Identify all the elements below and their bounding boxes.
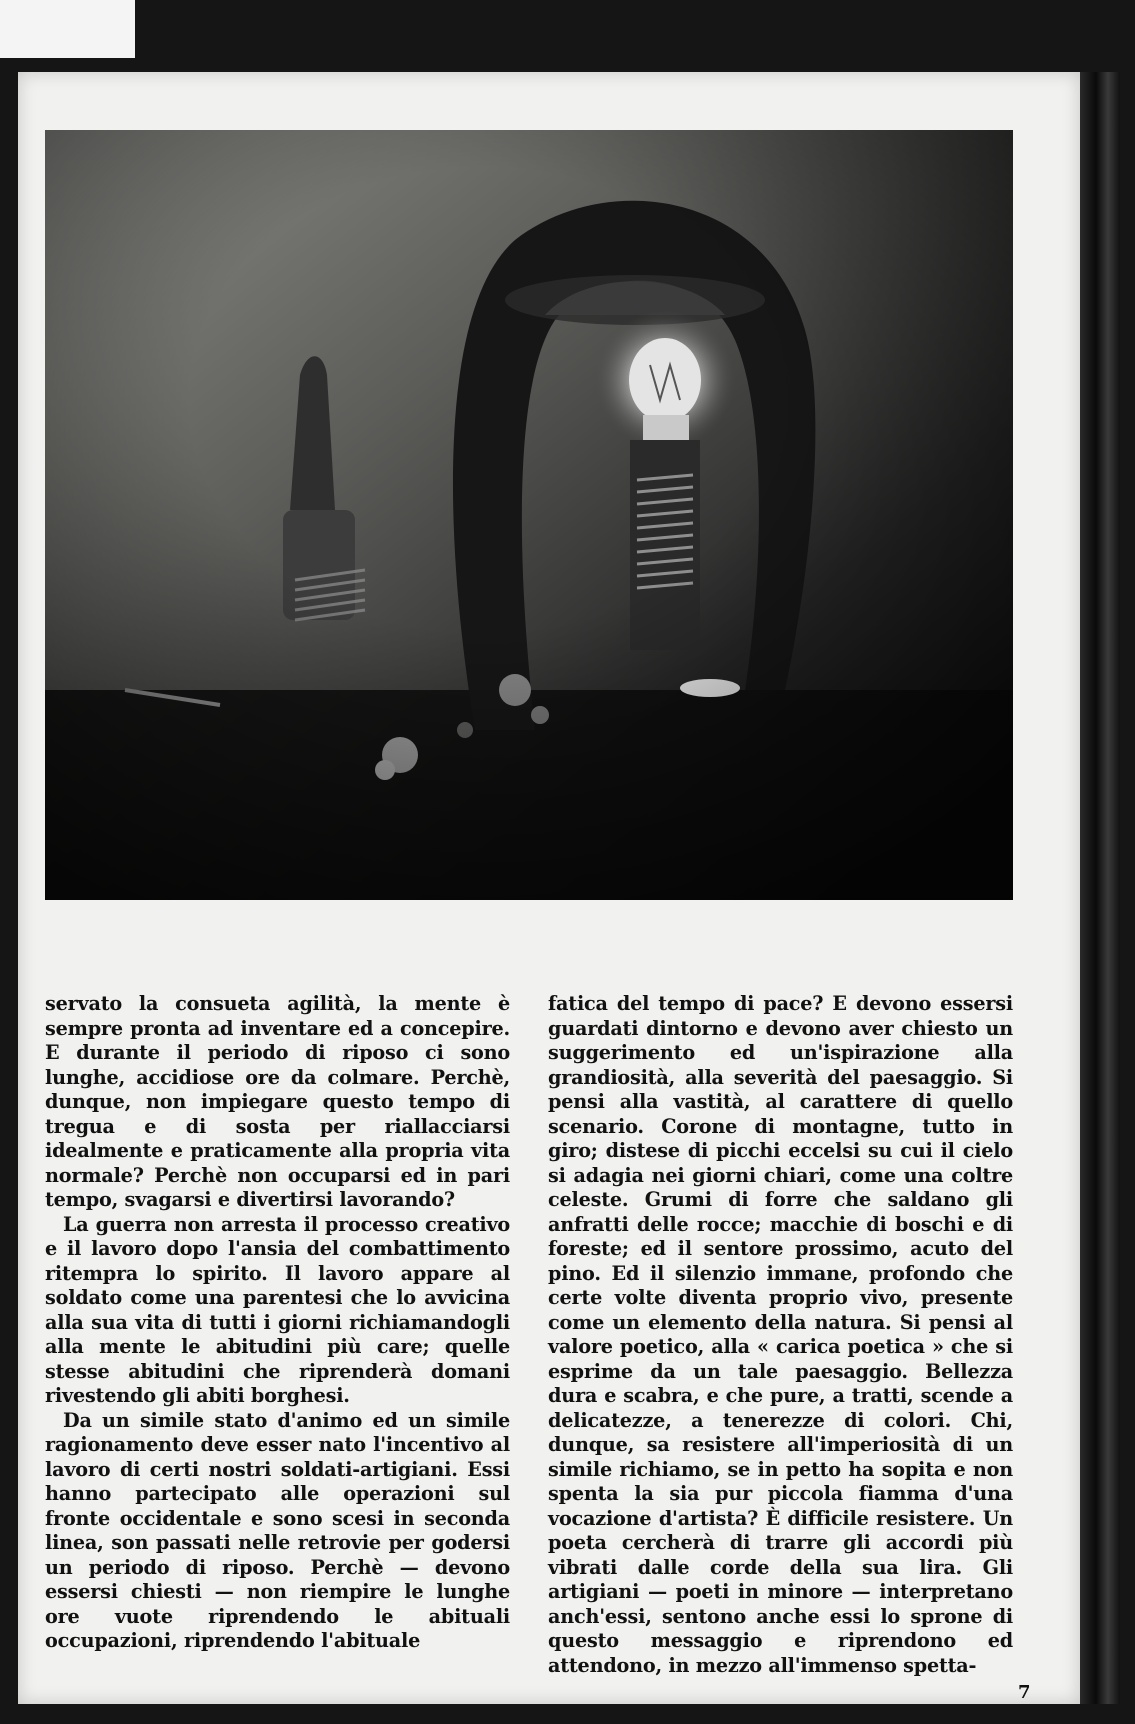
paragraph: Da un simile stato d'animo ed un simile ragionamento deve esser nato l'incentivo al lavoro di certi nostri soldati-artigiani. Essi hanno partecipato alle operazioni sul fronte occidentale e sono scesi in seconda linea, son passati nelle retrovie per godersi un periodo di riposo. Perchè — devono essersi chiesti — non riempire le lunghe ore vuote riprendendo le abituali occupazioni, riprendendo l'abituale (45, 1408, 510, 1652)
magazine-page (18, 72, 1080, 1704)
paragraph: fatica del tempo di pace? E devono essersi guardati dintorno e devono aver chiesto un suggerimento ed un'ispirazione alla grandiosità, alla severità del paesaggio. Si pensi alla vastità, al carattere di quello scenario. Corone di montagne, tutto in giro; distese di picchi eccelsi su cui il cielo si adagia nei giorni chiari, come una coltre celeste. Grumi di forre che saldano gli anfratti delle rocce; macchie di boschi e di foreste; ed il sentore prossimo, acuto del pino. Ed il silenzio immane, profondo che certe volte diventa proprio vivo, presente come un elemento della natura. Si pensi al valore poetico, alla « carica poetica » che si esprime da un tale paesaggio. Bellezza dura e scabra, e che pure, a tratti, scende a delicatezze, a tenerezze di colori. Chi, dunque, sa resistere all'imperiosità di un simile richiamo, se in petto ha sopita e non spenta la sia pur piccola fiamma d'una vocazione d'artista? È difficile resistere. Un poeta cercherà di trarre gli accordi più vibrati dalle corde della sua lira. Gli artigiani — poeti in minore — interpretano anch'essi, sentono anche essi lo sprone di questo messaggio e riprendono ed attendono, in mezzo all'immenso spetta- (548, 992, 1013, 1677)
article-right-column (548, 992, 1013, 1678)
paragraph: La guerra non arresta il processo creativo e il lavoro dopo l'ansia del combattimento ritempra lo spirito. Il lavoro appare al soldato come una parentesi che lo avvicina alla sua vita di tutti i giorni richiamandogli alla mente le abitudini più care; quelle stesse abitudini che riprenderà domani rivestendo gli abiti borghesi. (45, 1212, 510, 1407)
paragraph: servato la consueta agilità, la mente è sempre pronta ad inventare ed a concepire. E durante il periodo di riposo ci sono lunghe, accidiose ore da colmare. Perchè, dunque, non impiegare questo tempo di tregua e di sosta per riallacciarsi idealmente e praticamente alla propria vita normale? Perchè non occuparsi ed in pari tempo, svagarsi e divertirsi lavorando? (45, 992, 510, 1211)
lamp-photograph (45, 130, 1013, 900)
article-left-column (45, 992, 510, 1654)
scan-corner-tab (0, 0, 135, 58)
book-spine (1080, 72, 1120, 1704)
lamp-photo-illustration (45, 130, 1013, 900)
page-number: 7 (1018, 1682, 1031, 1703)
